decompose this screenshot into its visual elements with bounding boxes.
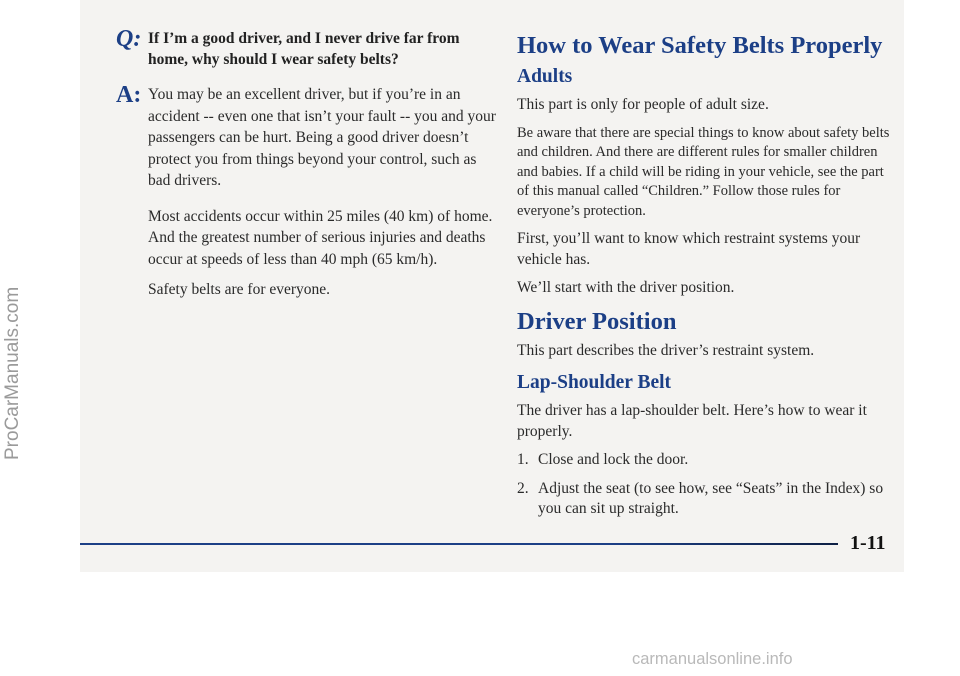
driver-position-heading: Driver Position (517, 307, 677, 335)
adults-paragraph-3: First, you’ll want to know which restraint systems your vehicle has. (517, 230, 861, 268)
adults-heading: Adults (517, 66, 573, 87)
accidents-paragraph: Most accidents occur within 25 miles (40 km) of home. And the greatest number of serious injuries and deaths occur at speeds of less than 40 mph (65 km/h). (148, 207, 493, 268)
adults-paragraph-4: We’ll start with the driver position. (517, 279, 735, 296)
lap-paragraph: The driver has a lap-shoulder belt. Here’s how to wear it properly. (517, 402, 867, 440)
lap-shoulder-heading: Lap-Shoulder Belt (517, 372, 672, 393)
adults-paragraph-1: This part is only for people of adult size. (517, 96, 769, 113)
answer-block (116, 84, 496, 192)
answer-marker: A: (116, 82, 142, 108)
adults-paragraph-2: Be aware that there are special things to know about safety belts and children. And there are different rules for smaller children and babies. If a child will be riding in your vehicle, see the part of this manual called “Children.” Follow those rules for everyone’s protection. (517, 124, 890, 219)
list-item (517, 450, 895, 471)
question-text: If I’m a good driver, and I never drive far from home, why should I wear safety belts? (148, 30, 460, 68)
side-watermark: ProCarManuals.com (2, 286, 23, 460)
step-number: 2. (517, 479, 529, 497)
question-marker: Q: (116, 26, 142, 52)
step-text: Close and lock the door. (538, 451, 689, 468)
everyone-paragraph: Safety belts are for everyone. (148, 281, 331, 298)
question-block (116, 28, 496, 70)
site-watermark: carmanualsonline.info (632, 650, 793, 668)
instructions-column (517, 28, 895, 528)
steps-list (517, 450, 895, 520)
step-text: Adjust the seat (to see how, see “Seats” in the Index) so you can sit up straight. (538, 479, 884, 517)
step-number: 1. (517, 451, 529, 468)
qa-column (116, 28, 496, 310)
answer-text: You may be an excellent driver, but if you’re in an accident -- even one that isn’t your fault -- you and your passengers can be hurt. Being a good driver doesn’t protect you from things beyond your control, such as bad drivers. (148, 86, 496, 189)
driver-paragraph: This part describes the driver’s restraint system. (517, 341, 815, 359)
footer-rule (80, 543, 838, 545)
page-number: 1-11 (850, 532, 886, 554)
list-item (517, 479, 895, 520)
section-title: How to Wear Safety Belts Properly (517, 32, 883, 59)
